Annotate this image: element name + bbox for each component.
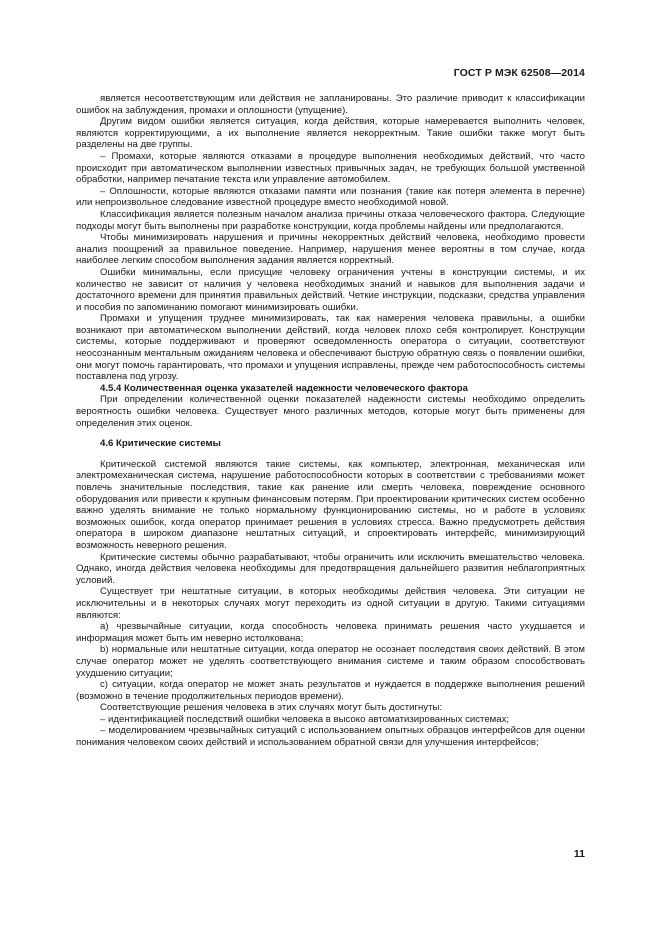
paragraph: Существует три нештатные ситуации, в которых необходимы действия человека. Эти ситуации не исключительны и в некоторых случаях могут переходить из одной ситуации в другую. Такими ситуациями являются: <box>76 586 585 621</box>
list-item-a: а) чрезвычайные ситуации, когда способность человека принимать решения часто ухудшается и информация может быть им неверно истолкована; <box>76 621 585 644</box>
paragraph: Классификация является полезным началом анализа причины отказа человеческого фактора. Следующие подходы могут быть выполнены при разработке конструкции, когда проблемы найдены или предполагаются. <box>76 208 585 232</box>
list-item-b: b) нормальные или нештатные ситуации, когда оператор не осознает последствия своих действий. В этом случае оператор может не уделять соответствующего внимания системе и таким образом способствовать ухудшению ситуации; <box>76 644 585 679</box>
list-item-dash: – моделированием чрезвычайных ситуаций с использованием опытных образцов интерфейсов для оценки понимания человеком своих действий и использованием обратной связи для улучшения интерфейсов; <box>76 725 585 749</box>
page-number: 11 <box>573 848 585 860</box>
paragraph: Критической системой являются такие системы, как компьютер, электронная, механическая или электромеханическая система, нарушение работоспособности которых в соответствии с требованиями может повлечь значительные последствия, такие как ранение или смерть человека, повреждение основного оборудования или привести к крупным финансовым потерям. При проектировании критических систем особенно важно уделять внимание не только нормальному функционированию системы, но и работе в условиях возможных ошибок, когда оператор принимает решения в условиях стресса. Важно предусмотреть действия оператора в широком диапазоне нештатных ситуаций, и спроектировать интерфейс, минимизирующий возможность неверного решения. <box>76 458 585 551</box>
paragraph: Соответствующие решения человека в этих случаях могут быть достигнуты: <box>100 702 443 714</box>
paragraph: Ошибки минимальны, если присущие человеку ограничения учтены в конструкции системы, и их количество не зависит от наличия у человека необходимых знаний и навыков для выполнения задачи и достаточного времени для принятия правильных действий. Четкие инструкции, подсказки, средства управления и пособия по запоминанию помогают минимизировать ошибки. <box>76 266 585 313</box>
paragraph: Критические системы обычно разрабатывают, чтобы ограничить или исключить вмешательство человека. Однако, иногда действия человека необходимы для предотвращения дальнейшего развития неблагоприятных условий. <box>76 551 585 586</box>
list-item-c: c) ситуации, когда оператор не может знать результатов и нуждается в поддержке выполнения решений (возможно в течение продолжительных периодов времени). <box>76 679 585 702</box>
list-item-dash: – идентификацией последствий ошибки человека в высоко автоматизированных системах; <box>100 713 510 725</box>
section-heading-4-6: 4.6 Критические системы <box>100 438 221 450</box>
list-item-promahi: – Промахи, которые являются отказами в процедуре выполнения необходимых действий, что часто происходит при автоматическом выполнении известных привычных задач, не требующих большой умственной обработки, например печатание текста или управление автомобилем. <box>76 150 585 186</box>
standard-header: ГОСТ Р МЭК 62508—2014 <box>453 67 585 79</box>
paragraph: Другим видом ошибки является ситуация, когда действия, которые намеревается выполнить человек, являются корректирующими, а их выполнение является некорректным. Такие ошибки также могут быть разделены на две группы. <box>76 116 585 151</box>
paragraph: При определении количественной оценки показателей надежности системы необходимо определить вероятность ошибки человека. Существует много различных методов, которые могут быть применены для определения этих оценок. <box>76 394 585 429</box>
list-item-oploshnosti: – Оплошности, которые являются отказами памяти или познания (такие как потеря элемента в перечне) или непроизвольное следование известной процедуре вместо необходимой новой. <box>76 185 585 209</box>
paragraph: Промахи и упущения труднее минимизировать, так как намерения человека правильны, а ошибки возникают при автоматическом выполнении действий, когда человек плохо себя контролирует. Конструкции системы, которые поддерживают и проверяют осведомленность оператора о ситуации, соответствуют неосознанным ментальным ожиданиям человека и обеспечивают быструю обратную связь о появлении ошибки, они могут помочь гарантировать, что промахи и упущения исправлены, прежде чем работоспособность системы поставлена под угрозу. <box>76 313 585 383</box>
document-body <box>76 93 585 749</box>
paragraph: является несоответствующим или действия не запланированы. Это различие приводит к классификации ошибок на заблуждения, промахи и оплошности (упущение). <box>76 93 585 116</box>
paragraph: Чтобы минимизировать нарушения и причины некорректных действий человека, необходимо провести анализ поощрений за правильное поведение. Например, нарушения менее вероятны в том случае, когда наиболее легким способом выполнения задания является корректный. <box>76 232 585 267</box>
subsection-heading-4-5-4: 4.5.4 Количественная оценка указателей надежности человеческого фактора <box>100 382 468 394</box>
